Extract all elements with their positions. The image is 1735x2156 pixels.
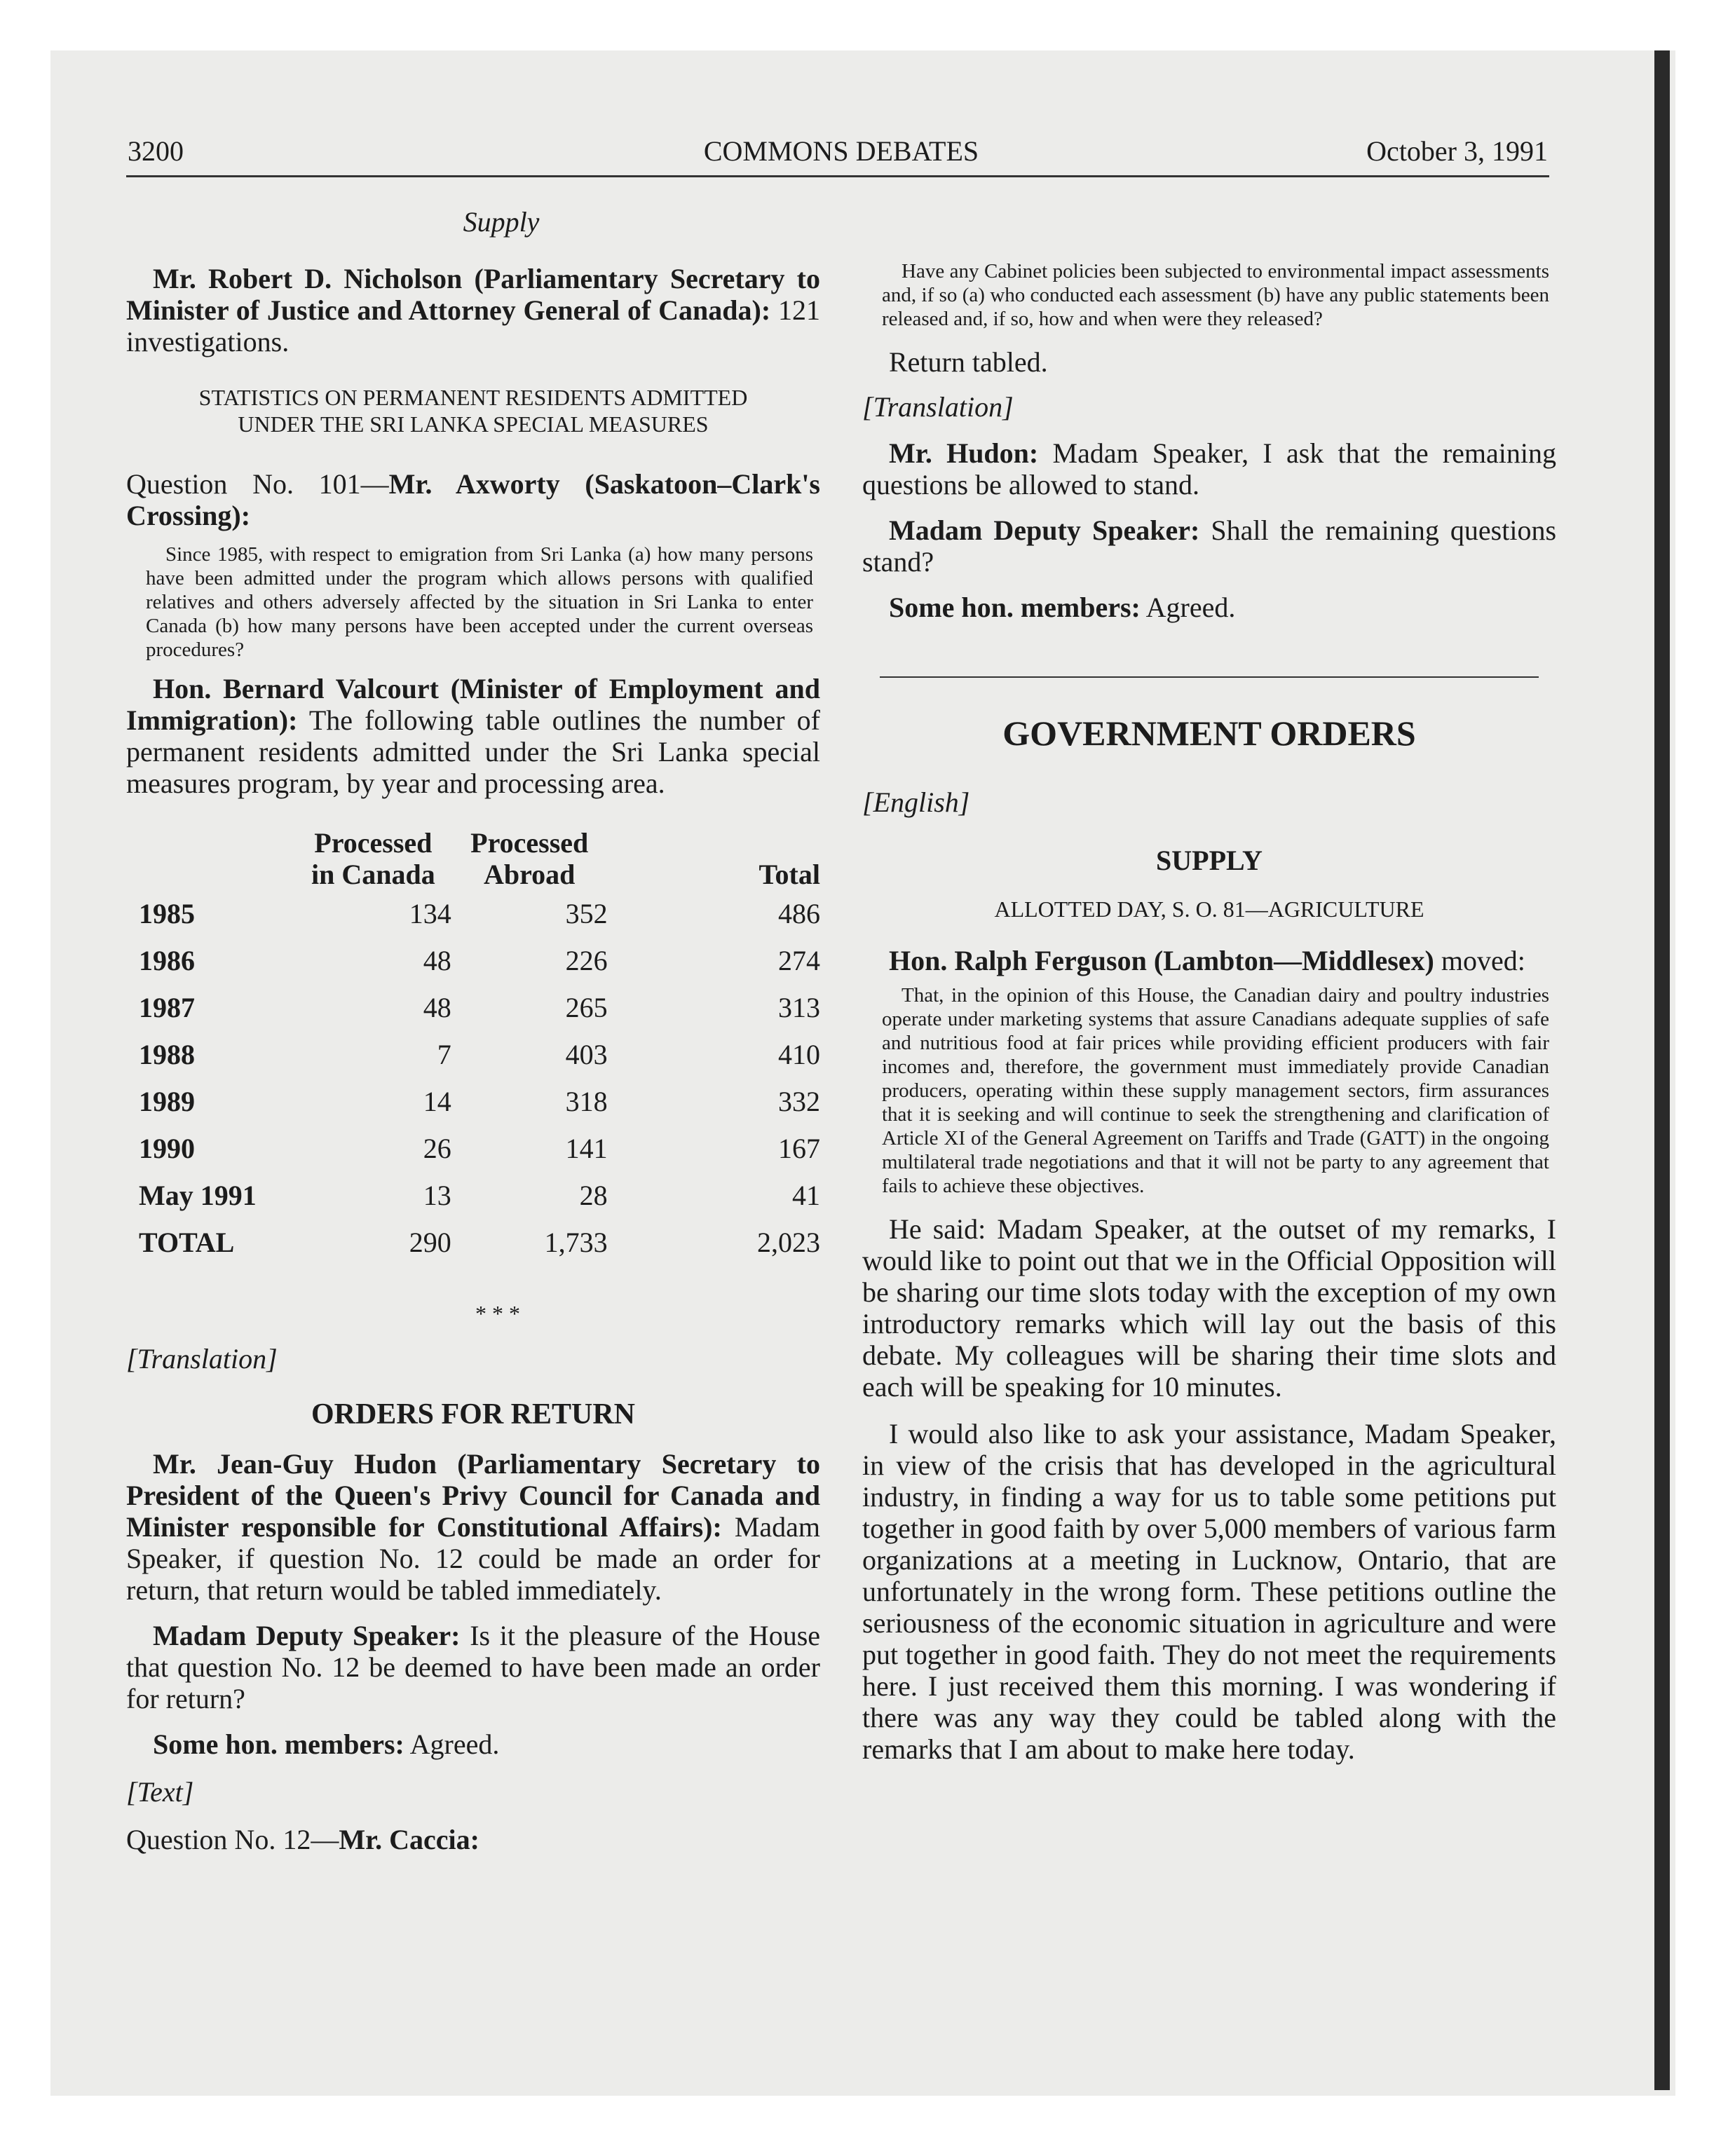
hudon-statement xyxy=(126,1448,820,1606)
table-cell-total: 486 xyxy=(778,898,820,929)
question-101-text: Since 1985, with respect to emigration from Sri Lanka (a) how many persons have been admitted under the program which allows persons with qualified relatives and others adversely affected by the situation in Sri Lanka to enter Canada (b) how many persons have been accepted under the current overseas procedures? xyxy=(146,543,813,661)
statement-text: Agreed. xyxy=(1145,592,1236,623)
stats-heading-line2: UNDER THE SRI LANKA SPECIAL MEASURES xyxy=(238,411,709,437)
table-cell-abroad: 403 xyxy=(565,1039,608,1070)
table-cell-total: 410 xyxy=(778,1039,820,1070)
right-column xyxy=(862,203,1556,1765)
speaker-name: Mr. Hudon: xyxy=(889,437,1039,469)
publication-title: COMMONS DEBATES xyxy=(703,135,979,167)
government-orders-heading: GOVERNMENT ORDERS xyxy=(1002,714,1416,753)
english-tag: [English] xyxy=(862,786,970,818)
table-cell-year: 1986 xyxy=(139,945,195,976)
table-cell-canada: 13 xyxy=(423,1180,451,1211)
table-cell-canada: 290 xyxy=(409,1227,451,1258)
question-12-text: Have any Cabinet policies been subjected to environmental impact assessments and, if so (a) who conducted each assessment (b) have any public statements been released and, if so, how and when were they released? xyxy=(882,260,1549,330)
table-cell-canada: 14 xyxy=(423,1086,451,1117)
table-header-year xyxy=(139,820,295,890)
translation-tag: [Translation] xyxy=(126,1343,278,1374)
table-header-total: Total xyxy=(758,859,820,890)
table-cell-abroad: 1,733 xyxy=(544,1227,608,1258)
return-tabled: Return tabled. xyxy=(889,346,1048,378)
translation-tag: [Translation] xyxy=(862,391,1014,423)
supply-label: Supply xyxy=(463,206,540,238)
section-divider xyxy=(880,676,1539,678)
speaker-name: Hon. Ralph Ferguson (Lambton—Middlesex) xyxy=(889,945,1434,976)
header-rule xyxy=(126,175,1549,177)
table-row xyxy=(139,1031,820,1078)
table-cell-year: 1985 xyxy=(139,898,195,929)
speaker-name: Some hon. members: xyxy=(889,592,1141,623)
text-tag: [Text] xyxy=(126,1776,194,1808)
motion-text: That, in the opinion of this House, the Canadian dairy and poultry industries operate under marketing systems that assure Canadians adequate supplies of safe and nutritious food at fair prices while providing efficient producers with fair incomes and, therefore, the government must immediately provide Canadian producers, operating within these supply management sectors, firm assurances that it is seeking and will continue to seek the strengthening and clarification of Article XI of the General Agreement on Tariffs and Trade (GATT) in the ongoing multilateral trade negotiations and that it will not be party to any agreement that fails to achieve these objectives. xyxy=(882,984,1549,1197)
member-name: Mr. Caccia: xyxy=(339,1824,479,1855)
member-name: Mr. Axworty (Saskatoon–Clark's Crossing): xyxy=(126,468,820,531)
ferguson-motion-intro xyxy=(862,945,1556,976)
table-cell-total: 313 xyxy=(778,992,820,1023)
speaker-name: Madam Deputy Speaker: xyxy=(153,1620,461,1651)
members-agreed xyxy=(126,1728,820,1760)
table-cell-year: 1989 xyxy=(139,1086,195,1117)
speaker-name: Mr. Jean-Guy Hudon (Parliamentary Secretary to President of the Queen's Privy Council for Canada and Minister responsible for Constitutional Affairs): xyxy=(126,1448,820,1543)
table-row xyxy=(139,1125,820,1172)
table-cell-canada: 134 xyxy=(409,898,451,929)
table-cell-abroad: 352 xyxy=(565,898,608,929)
table-cell-abroad: 265 xyxy=(565,992,608,1023)
question-101-heading xyxy=(126,468,820,531)
table-cell-year: 1988 xyxy=(139,1039,195,1070)
nicholson-answer xyxy=(126,263,820,357)
left-column xyxy=(126,203,820,1855)
stats-heading-line1: STATISTICS ON PERMANENT RESIDENTS ADMITTED xyxy=(198,385,748,410)
table-cell-abroad: 28 xyxy=(579,1180,608,1211)
deputy-speaker-question xyxy=(862,514,1556,578)
speaker-name: Hon. Bernard Valcourt (Minister of Employment and Immigration): xyxy=(126,673,820,736)
table-cell-canada: 7 xyxy=(437,1039,451,1070)
statistics-table xyxy=(139,820,820,1266)
statement-text: Is it the pleasure of the House that question No. 12 be deemed to have been made an order for return? xyxy=(126,1620,821,1714)
orders-for-return-heading: ORDERS FOR RETURN xyxy=(311,1398,636,1431)
table-header-abroad: Processed Abroad xyxy=(470,827,589,890)
table-cell-year: May 1991 xyxy=(139,1180,257,1211)
table-cell-total: 2,023 xyxy=(757,1227,820,1258)
speaker-name: Mr. Robert D. Nicholson (Parliamentary Secretary to Minister of Justice and Attorney General of Canada): xyxy=(126,263,820,326)
question-prefix: Question No. 101— xyxy=(126,468,389,500)
members-agreed xyxy=(862,592,1556,623)
speaker-name: Some hon. members: xyxy=(153,1728,404,1760)
page-number: 3200 xyxy=(128,135,184,167)
table-row xyxy=(139,1078,820,1125)
table-cell-canada: 48 xyxy=(423,945,451,976)
speech-paragraph-1: He said: Madam Speaker, at the outset of my remarks, I would like to point out that we in the Official Opposition will be sharing our time slots today with the exception of my own introductory remarks which will lay out the basis of this debate. My colleagues will be sharing their time slots and each will be speaking for 10 minutes. xyxy=(862,1213,1556,1403)
hudon-request xyxy=(862,437,1556,500)
statement-text: Shall the remaining questions stand? xyxy=(862,514,1557,578)
section-asterisks: * * * xyxy=(475,1301,520,1326)
answer-text: 121 investigations. xyxy=(126,294,820,357)
page-edge-shadow xyxy=(1654,50,1670,2090)
statement-text: Madam Speaker, I ask that the remaining questions be allowed to stand. xyxy=(862,437,1556,500)
stats-heading xyxy=(126,384,820,437)
table-row xyxy=(139,890,820,937)
table-cell-canada: 26 xyxy=(423,1133,451,1164)
deputy-speaker-question xyxy=(126,1620,820,1714)
supply-heading: SUPPLY xyxy=(1156,845,1263,876)
table-cell-year: 1990 xyxy=(139,1133,195,1164)
allotted-day-heading: ALLOTTED DAY, S. O. 81—AGRICULTURE xyxy=(994,896,1424,922)
table-cell-total: 167 xyxy=(778,1133,820,1164)
table-row xyxy=(139,937,820,984)
statement-text: Agreed. xyxy=(409,1728,500,1760)
statement-text: moved: xyxy=(1441,945,1525,976)
table-row xyxy=(139,1172,820,1219)
table-cell-canada: 48 xyxy=(423,992,451,1023)
page-date: October 3, 1991 xyxy=(1366,135,1548,167)
table-cell-total: 41 xyxy=(792,1180,820,1211)
table-header-row xyxy=(139,820,820,890)
speech-paragraph-2: I would also like to ask your assistance, Madam Speaker, in view of the crisis that has developed in the agricultural industry, in finding a way for us to table some petitions put together in good faith by over 5,000 members of various farm organizations at a meeting in Lucknow, Ontario, that are unfortunately in the wrong form. These petitions outline the seriousness of the economic situation in agriculture and were put together in good faith. They do not meet the requirements here. I just received them this morning. I was wondering if there was any way they could be tabled along with the remarks that I am about to make here today. xyxy=(862,1418,1556,1765)
table-cell-total: 274 xyxy=(778,945,820,976)
answer-text: The following table outlines the number of permanent residents admitted under the Sri Lanka special measures program, by year and processing area. xyxy=(126,704,820,799)
table-header-canada: Processed in Canada xyxy=(311,827,435,890)
table-row xyxy=(139,1219,820,1266)
table-row xyxy=(139,984,820,1031)
table-cell-abroad: 226 xyxy=(565,945,608,976)
question-prefix: Question No. 12— xyxy=(126,1824,339,1855)
speaker-name: Madam Deputy Speaker: xyxy=(889,514,1200,546)
valcourt-answer xyxy=(126,673,820,799)
table-cell-year: TOTAL xyxy=(139,1227,235,1258)
question-12-heading xyxy=(126,1824,820,1855)
statement-text: Madam Speaker, if question No. 12 could be made an order for return, that return would be tabled immediately. xyxy=(126,1511,821,1606)
table-cell-year: 1987 xyxy=(139,992,195,1023)
table-cell-abroad: 318 xyxy=(565,1086,608,1117)
table-cell-abroad: 141 xyxy=(565,1133,608,1164)
table-cell-total: 332 xyxy=(778,1086,820,1117)
